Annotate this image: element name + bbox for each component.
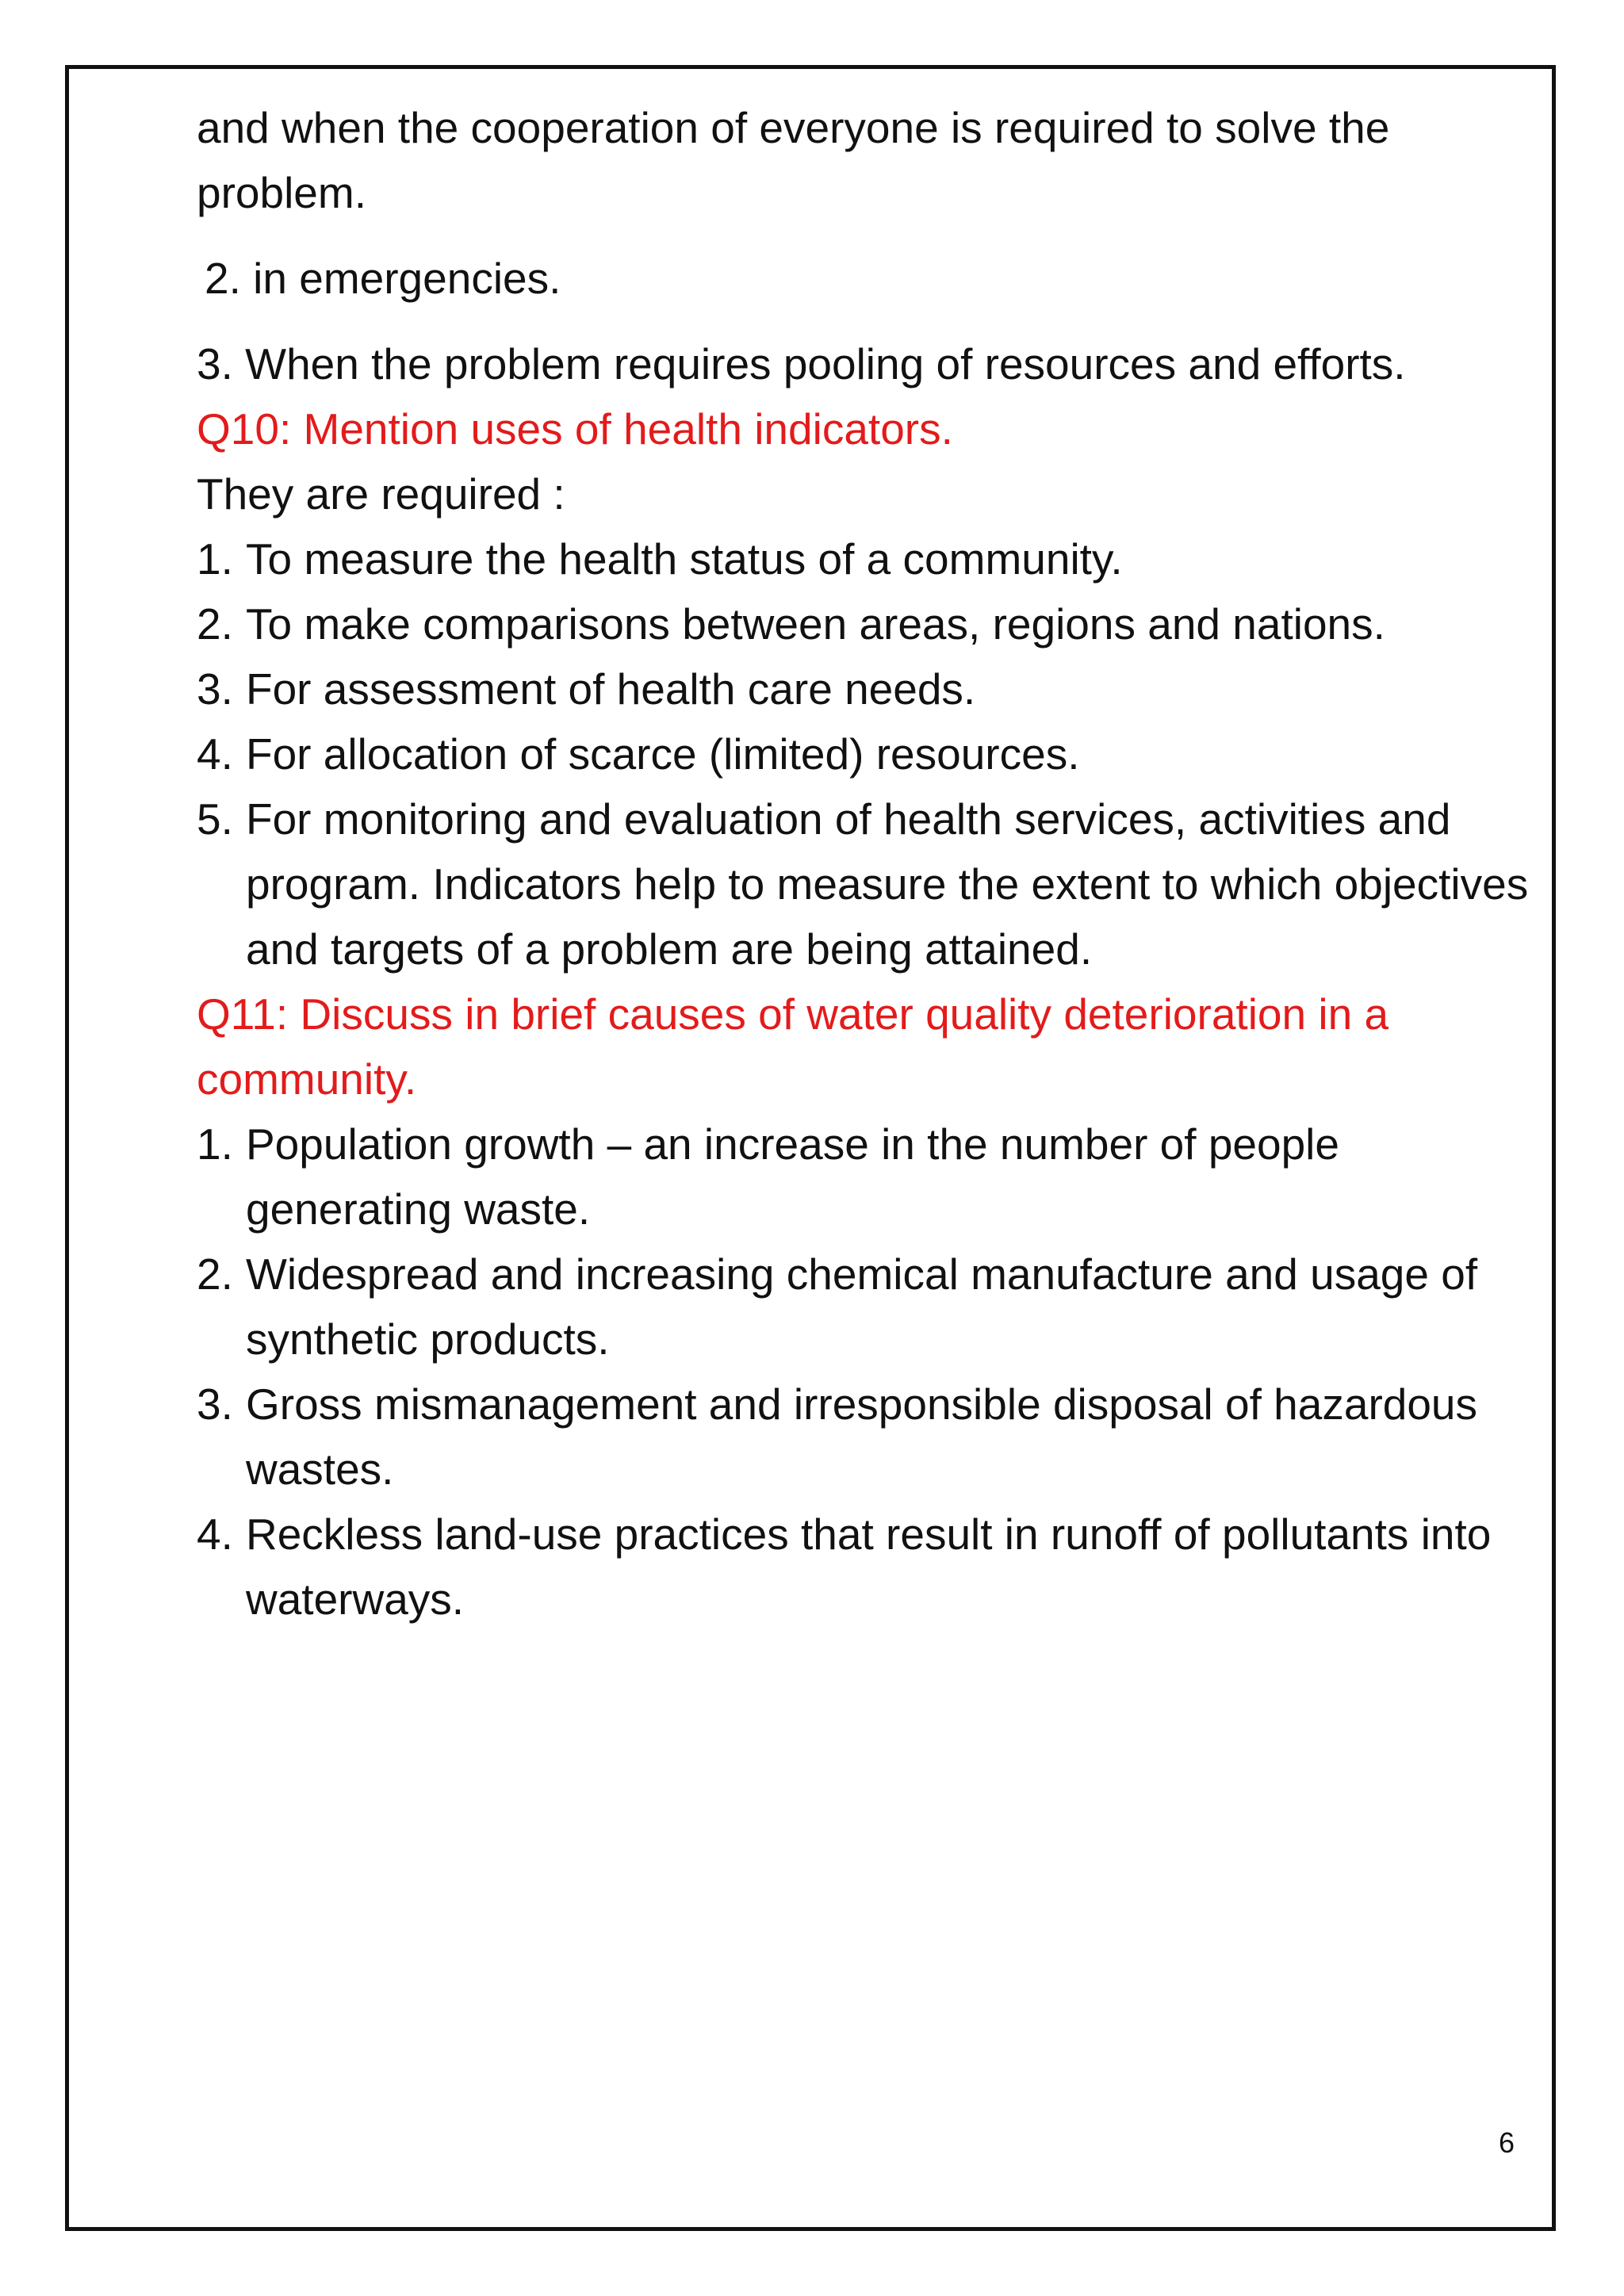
list-item [197, 1112, 1529, 1242]
list-item [197, 786, 1529, 982]
question-q11-heading: Q11: Discuss in brief causes of water quality deterioration in a community. [197, 989, 1389, 1104]
list-item-number: 1. [197, 534, 233, 584]
continued-paragraph: and when the cooperation of everyone is required to solve the problem. [197, 103, 1390, 217]
list-item-text: Gross mismanagement and irresponsible disposal of hazardous wastes. [246, 1380, 1478, 1494]
list-item-number: 1. [197, 1119, 233, 1169]
page-content [197, 95, 1529, 1632]
list-item-number: 2. [197, 599, 233, 649]
list-item-text: For monitoring and evaluation of health services, activities and program. Indicators help to measure the extent to which objectives and targets of a problem are being attained. [246, 794, 1529, 974]
list-item-number: 3. [197, 1380, 233, 1429]
list-item [197, 1502, 1529, 1632]
list-item-text: To measure the health status of a community. [246, 534, 1123, 584]
list-item-text: Population growth – an increase in the number of people generating waste. [246, 1119, 1339, 1234]
list-item-text: For allocation of scarce (limited) resources. [246, 729, 1080, 779]
list-item-number: 3. [197, 664, 233, 714]
list-item [197, 591, 1529, 656]
list-item-number: 4. [197, 1510, 233, 1559]
list-item-text: To make comparisons between areas, regions and nations. [246, 599, 1385, 649]
question-q10-heading: Q10: Mention uses of health indicators. [197, 404, 953, 453]
continued-list-item-number: 2. [205, 254, 241, 303]
list-item-number: 5. [197, 794, 233, 844]
continued-list-item [197, 331, 1529, 396]
continued-list-item [197, 246, 1529, 311]
list-item [197, 656, 1529, 721]
q10-answer-list [197, 526, 1529, 982]
list-item [197, 1242, 1529, 1372]
list-item-number: 2. [197, 1249, 233, 1299]
q10-intro: They are required : [197, 469, 565, 519]
continued-list-item-text: in emergencies. [253, 254, 561, 303]
list-item-number: 4. [197, 729, 233, 779]
continued-list-item-text: When the problem requires pooling of resources and efforts. [245, 339, 1406, 388]
list-item-text: Widespread and increasing chemical manufacture and usage of synthetic products. [246, 1249, 1478, 1364]
list-item [197, 526, 1529, 591]
list-item [197, 1372, 1529, 1502]
q11-answer-list [197, 1112, 1529, 1632]
list-item-text: Reckless land-use practices that result in runoff of pollutants into waterways. [246, 1510, 1492, 1624]
page-number: 6 [1499, 2126, 1515, 2159]
continued-list-item-number: 3. [197, 339, 233, 388]
list-item-text: For assessment of health care needs. [246, 664, 976, 714]
list-item [197, 721, 1529, 786]
